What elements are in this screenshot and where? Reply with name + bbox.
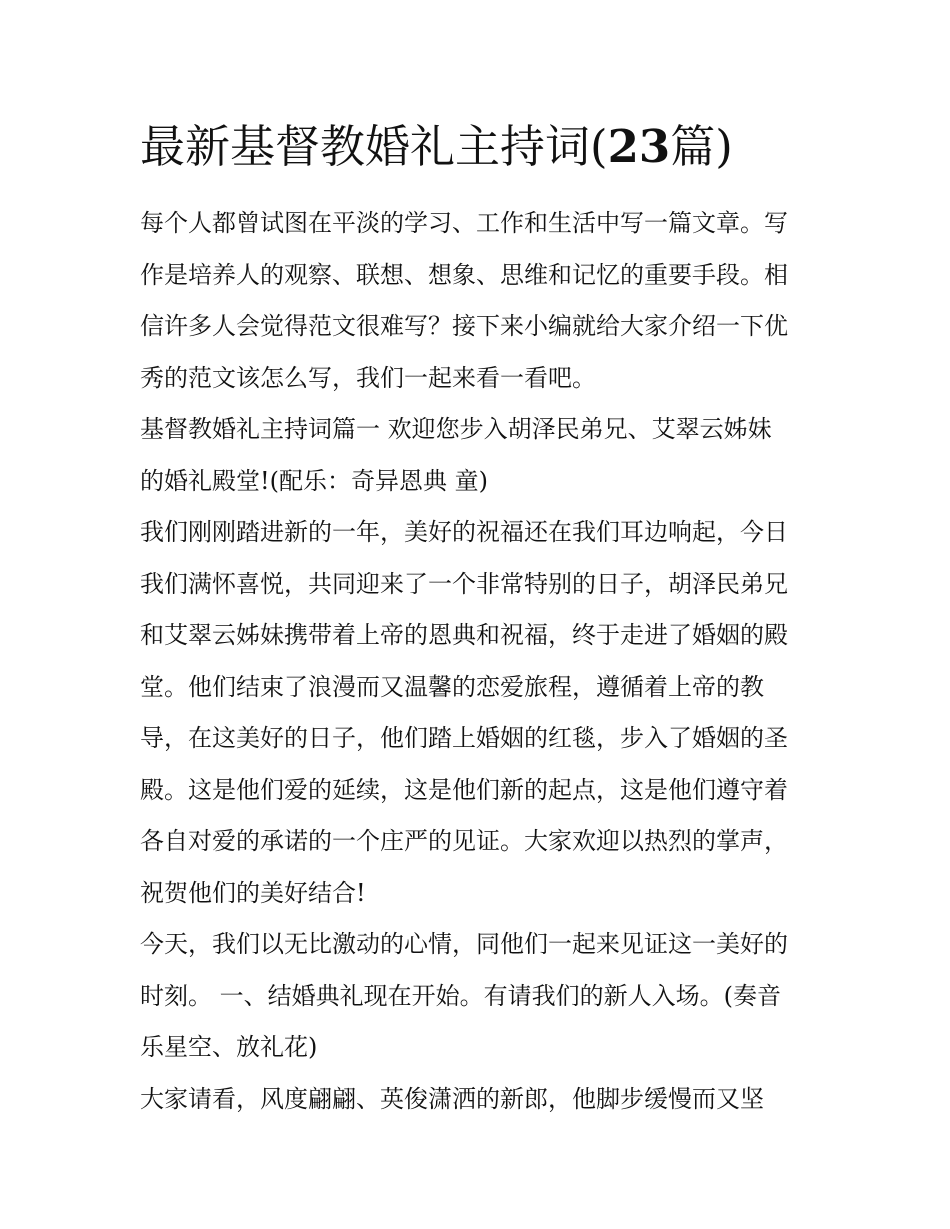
text-line: 每个人都曾试图在平淡的学习、工作和生活中写一篇文章。写 — [140, 209, 788, 237]
text-line: 和艾翠云姊妹携带着上帝的恩典和祝福，终于走进了婚姻的殿 — [140, 621, 788, 649]
text-line: 各自对爱的承诺的一个庄严的见证。大家欢迎以热烈的掌声， — [140, 827, 788, 855]
text-line: 堂。他们结束了浪漫而又温馨的恋爱旅程，遵循着上帝的教 — [140, 672, 764, 701]
text-line: 作是培养人的观察、联想、想象、思维和记忆的重要手段。相 — [140, 260, 788, 289]
text-line: 我们满怀喜悦，共同迎来了一个非常特别的日子，胡泽民弟兄 — [140, 569, 788, 598]
text-line: 时刻。 一、结婚典礼现在开始。有请我们的新人入场。(奏音 — [140, 981, 781, 1010]
text-line: 导，在这美好的日子，他们踏上婚姻的红毯，步入了婚姻的圣 — [140, 724, 788, 752]
title-suffix: 篇) — [670, 120, 733, 173]
text-line: 秀的范文该怎么写，我们一起来看一看吧。 — [140, 363, 596, 392]
title-text: 最新基督教婚礼主持词( — [140, 120, 608, 173]
text-line: 基督教婚礼主持词篇一 欢迎您步入胡泽民弟兄、艾翠云姊妹 — [140, 415, 772, 443]
document-title — [140, 118, 840, 176]
text-line: 的婚礼殿堂!(配乐：奇异恩典 童) — [140, 466, 488, 495]
text-line: 殿。这是他们爱的延续，这是他们新的起点，这是他们遵守着 — [140, 775, 788, 804]
text-line: 信许多人会觉得范文很难写？接下来小编就给大家介绍一下优 — [140, 312, 788, 340]
document-body — [140, 198, 820, 1125]
text-line: 乐星空、放礼花) — [140, 1033, 318, 1061]
text-line: 我们刚刚踏进新的一年，美好的祝福还在我们耳边响起，今日 — [140, 518, 788, 546]
text-line: 大家请看，风度翩翩、英俊潇洒的新郎，他脚步缓慢而又坚 — [140, 1084, 764, 1113]
title-number: 23 — [607, 120, 671, 173]
text-line: 祝贺他们的美好结合! — [140, 878, 366, 907]
text-line: 今天，我们以无比激动的心情，同他们一起来见证这一美好的 — [140, 930, 788, 958]
